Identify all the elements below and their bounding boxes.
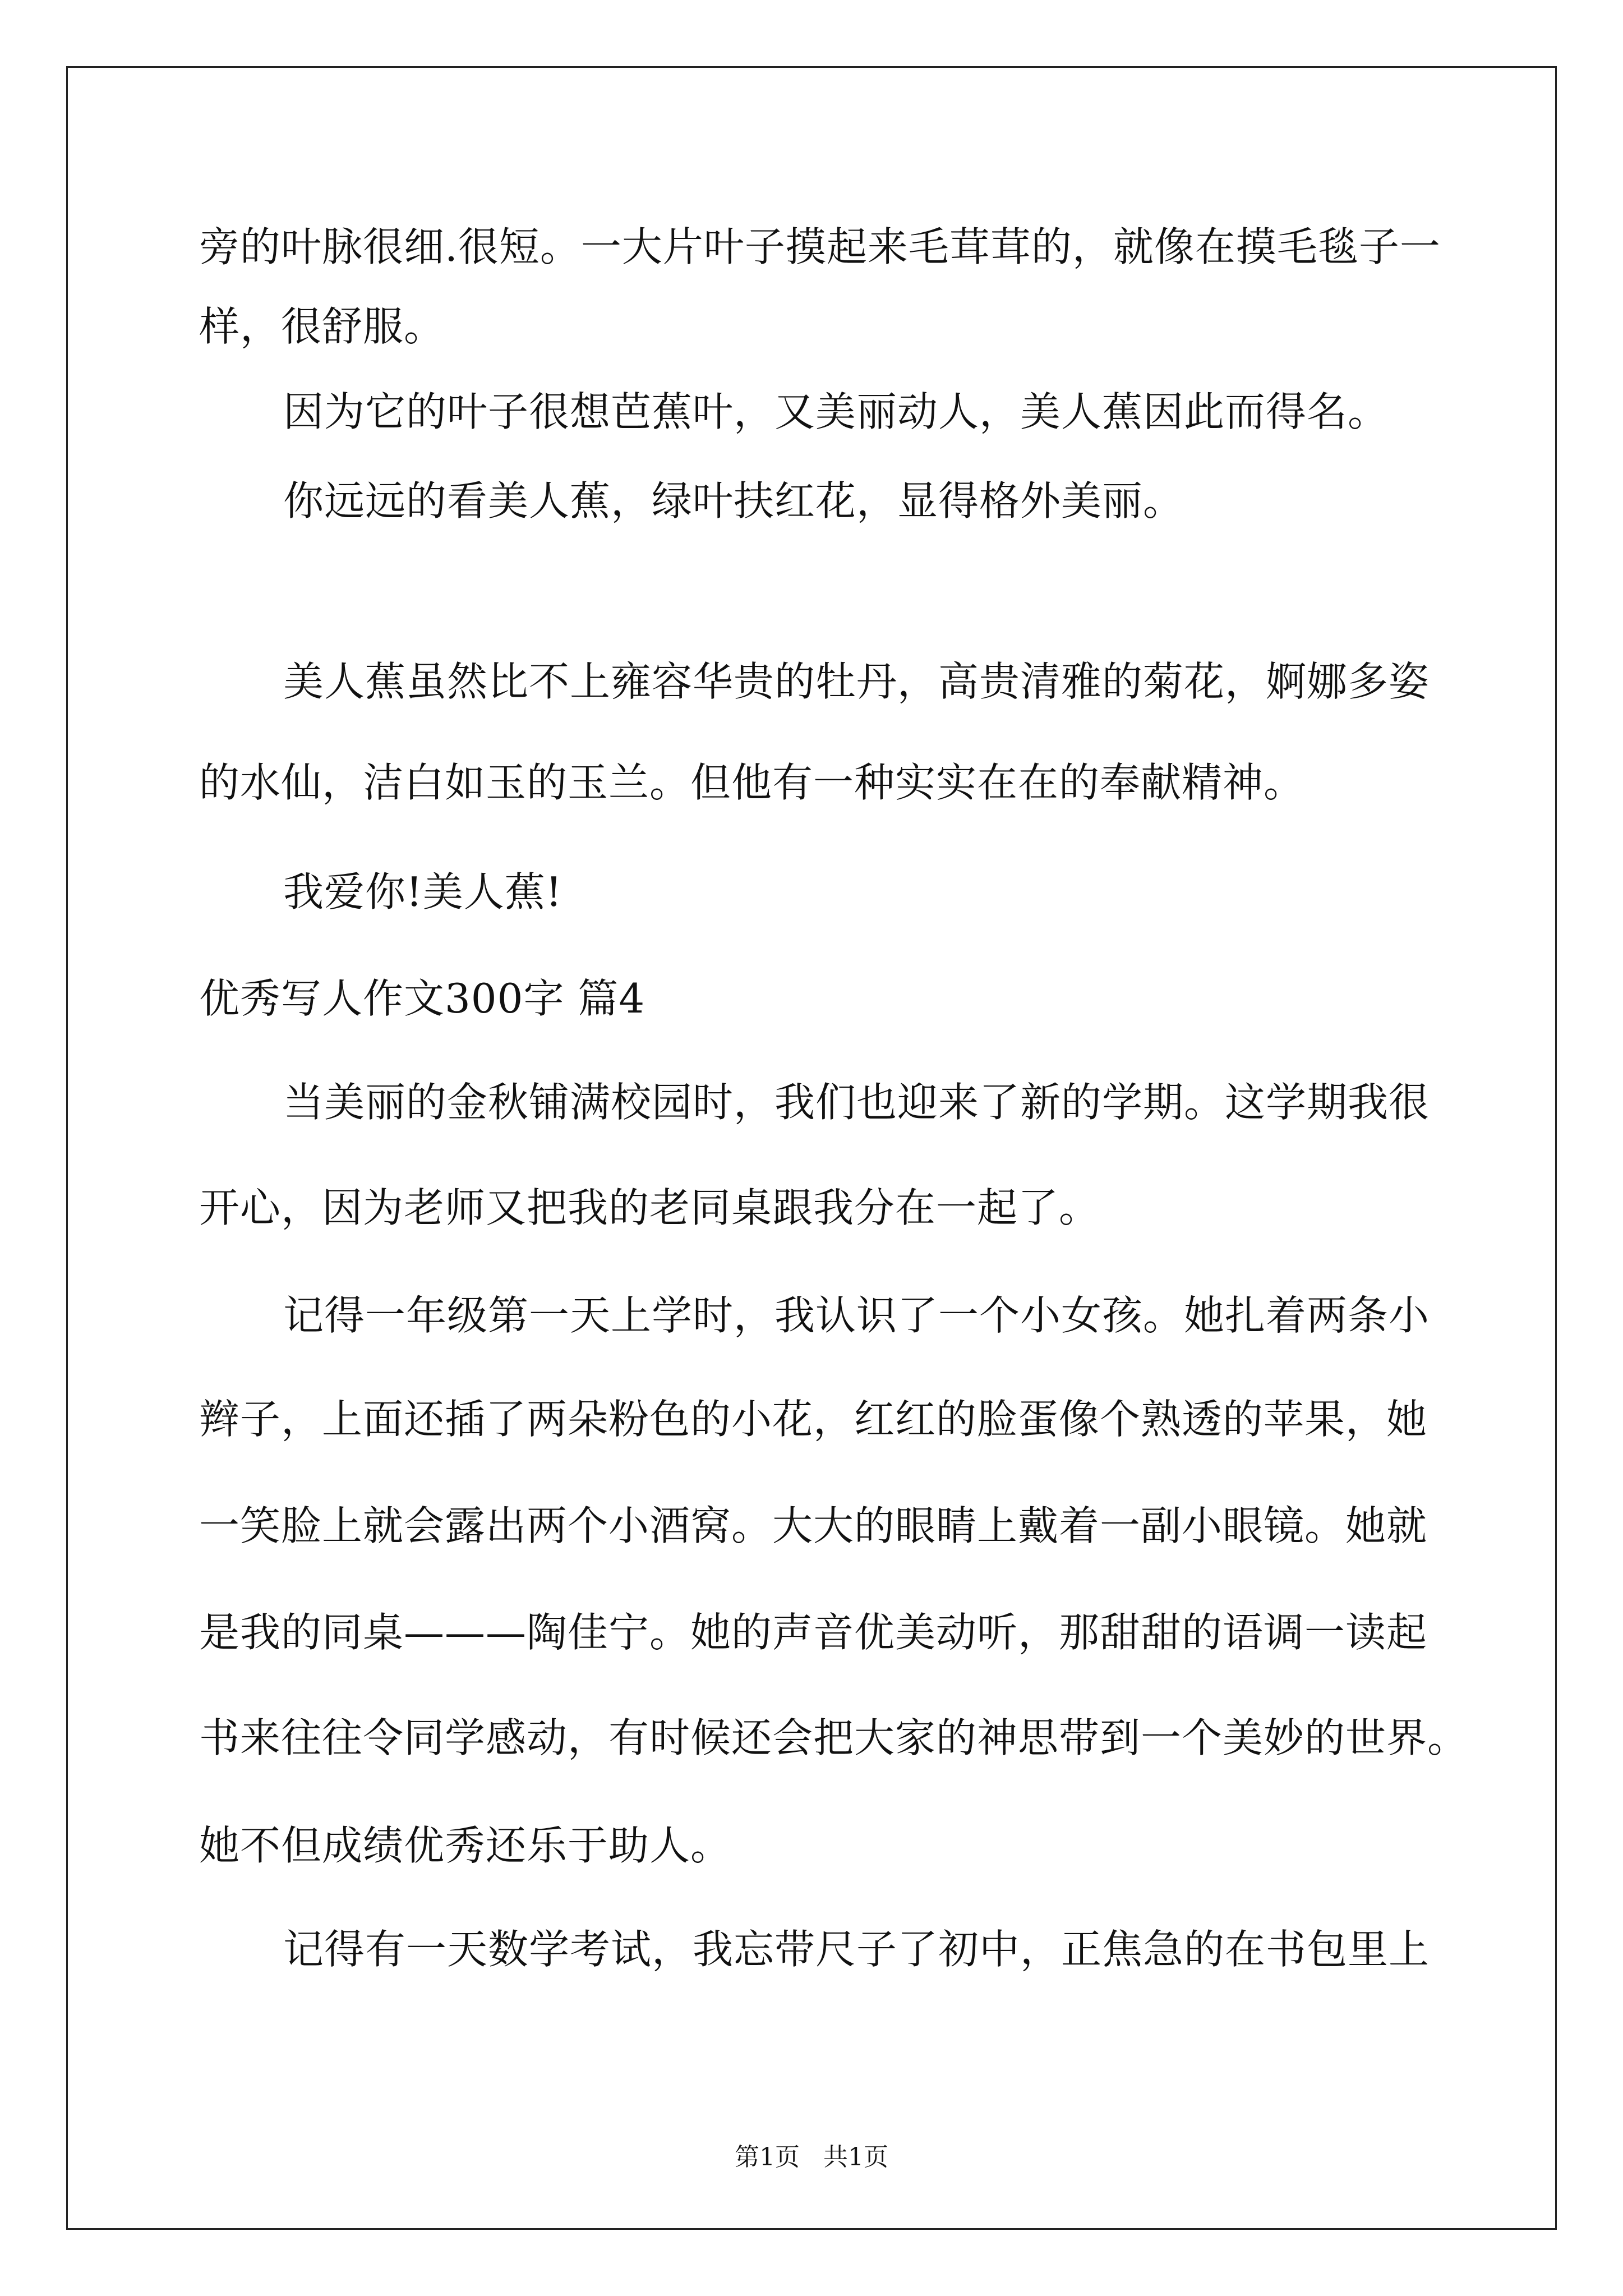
paragraph-line: 旁的叶脉很细.很短。一大片叶子摸起来毛茸茸的，就像在摸毛毯子一 [199, 223, 1441, 270]
paragraph-line: 因为它的叶子很想芭蕉叶，又美丽动人，美人蕉因此而得名。 [283, 388, 1389, 435]
paragraph-line: 记得有一天数学考试，我忘带尺子了初中，正焦急的在书包里上 [283, 1926, 1430, 1973]
paragraph-line: 的水仙，洁白如玉的玉兰。但他有一种实实在在的奉献精神。 [199, 759, 1305, 806]
section-heading: 优秀写人作文300字 篇4 [199, 975, 645, 1022]
page-number-total: 共1页 [823, 2143, 888, 2171]
paragraph-line: 我爱你!美人蕉! [283, 868, 562, 915]
paragraph-line: 样，很舒服。 [199, 303, 445, 350]
paragraph-line: 美人蕉虽然比不上雍容华贵的牡丹，高贵清雅的菊花，婀娜多姿 [283, 658, 1430, 705]
paragraph-line: 记得一年级第一天上学时，我认识了一个小女孩。她扎着两条小 [283, 1292, 1430, 1339]
paragraph-line: 一笑脸上就会露出两个小酒窝。大大的眼睛上戴着一副小眼镜。她就 [199, 1502, 1428, 1549]
paragraph-line: 书来往往令同学感动，有时候还会把大家的神思带到一个美妙的世界。 [199, 1714, 1469, 1761]
paragraph-line: 辫子，上面还插了两朵粉色的小花，红红的脸蛋像个熟透的苹果，她 [199, 1396, 1428, 1443]
page-number-current: 第1页 [735, 2143, 800, 2171]
paragraph-line: 开心，因为老师又把我的老同桌跟我分在一起了。 [199, 1184, 1100, 1231]
paragraph-line: 你远远的看美人蕉，绿叶扶红花，显得格外美丽。 [283, 477, 1184, 524]
paragraph-line: 当美丽的金秋铺满校园时，我们也迎来了新的学期。这学期我很 [283, 1079, 1430, 1126]
paragraph-line: 她不但成绩优秀还乐于助人。 [199, 1822, 732, 1869]
page-footer [0, 2142, 1623, 2173]
paragraph-line: 是我的同桌———陶佳宁。她的声音优美动听，那甜甜的语调一读起 [199, 1609, 1428, 1656]
